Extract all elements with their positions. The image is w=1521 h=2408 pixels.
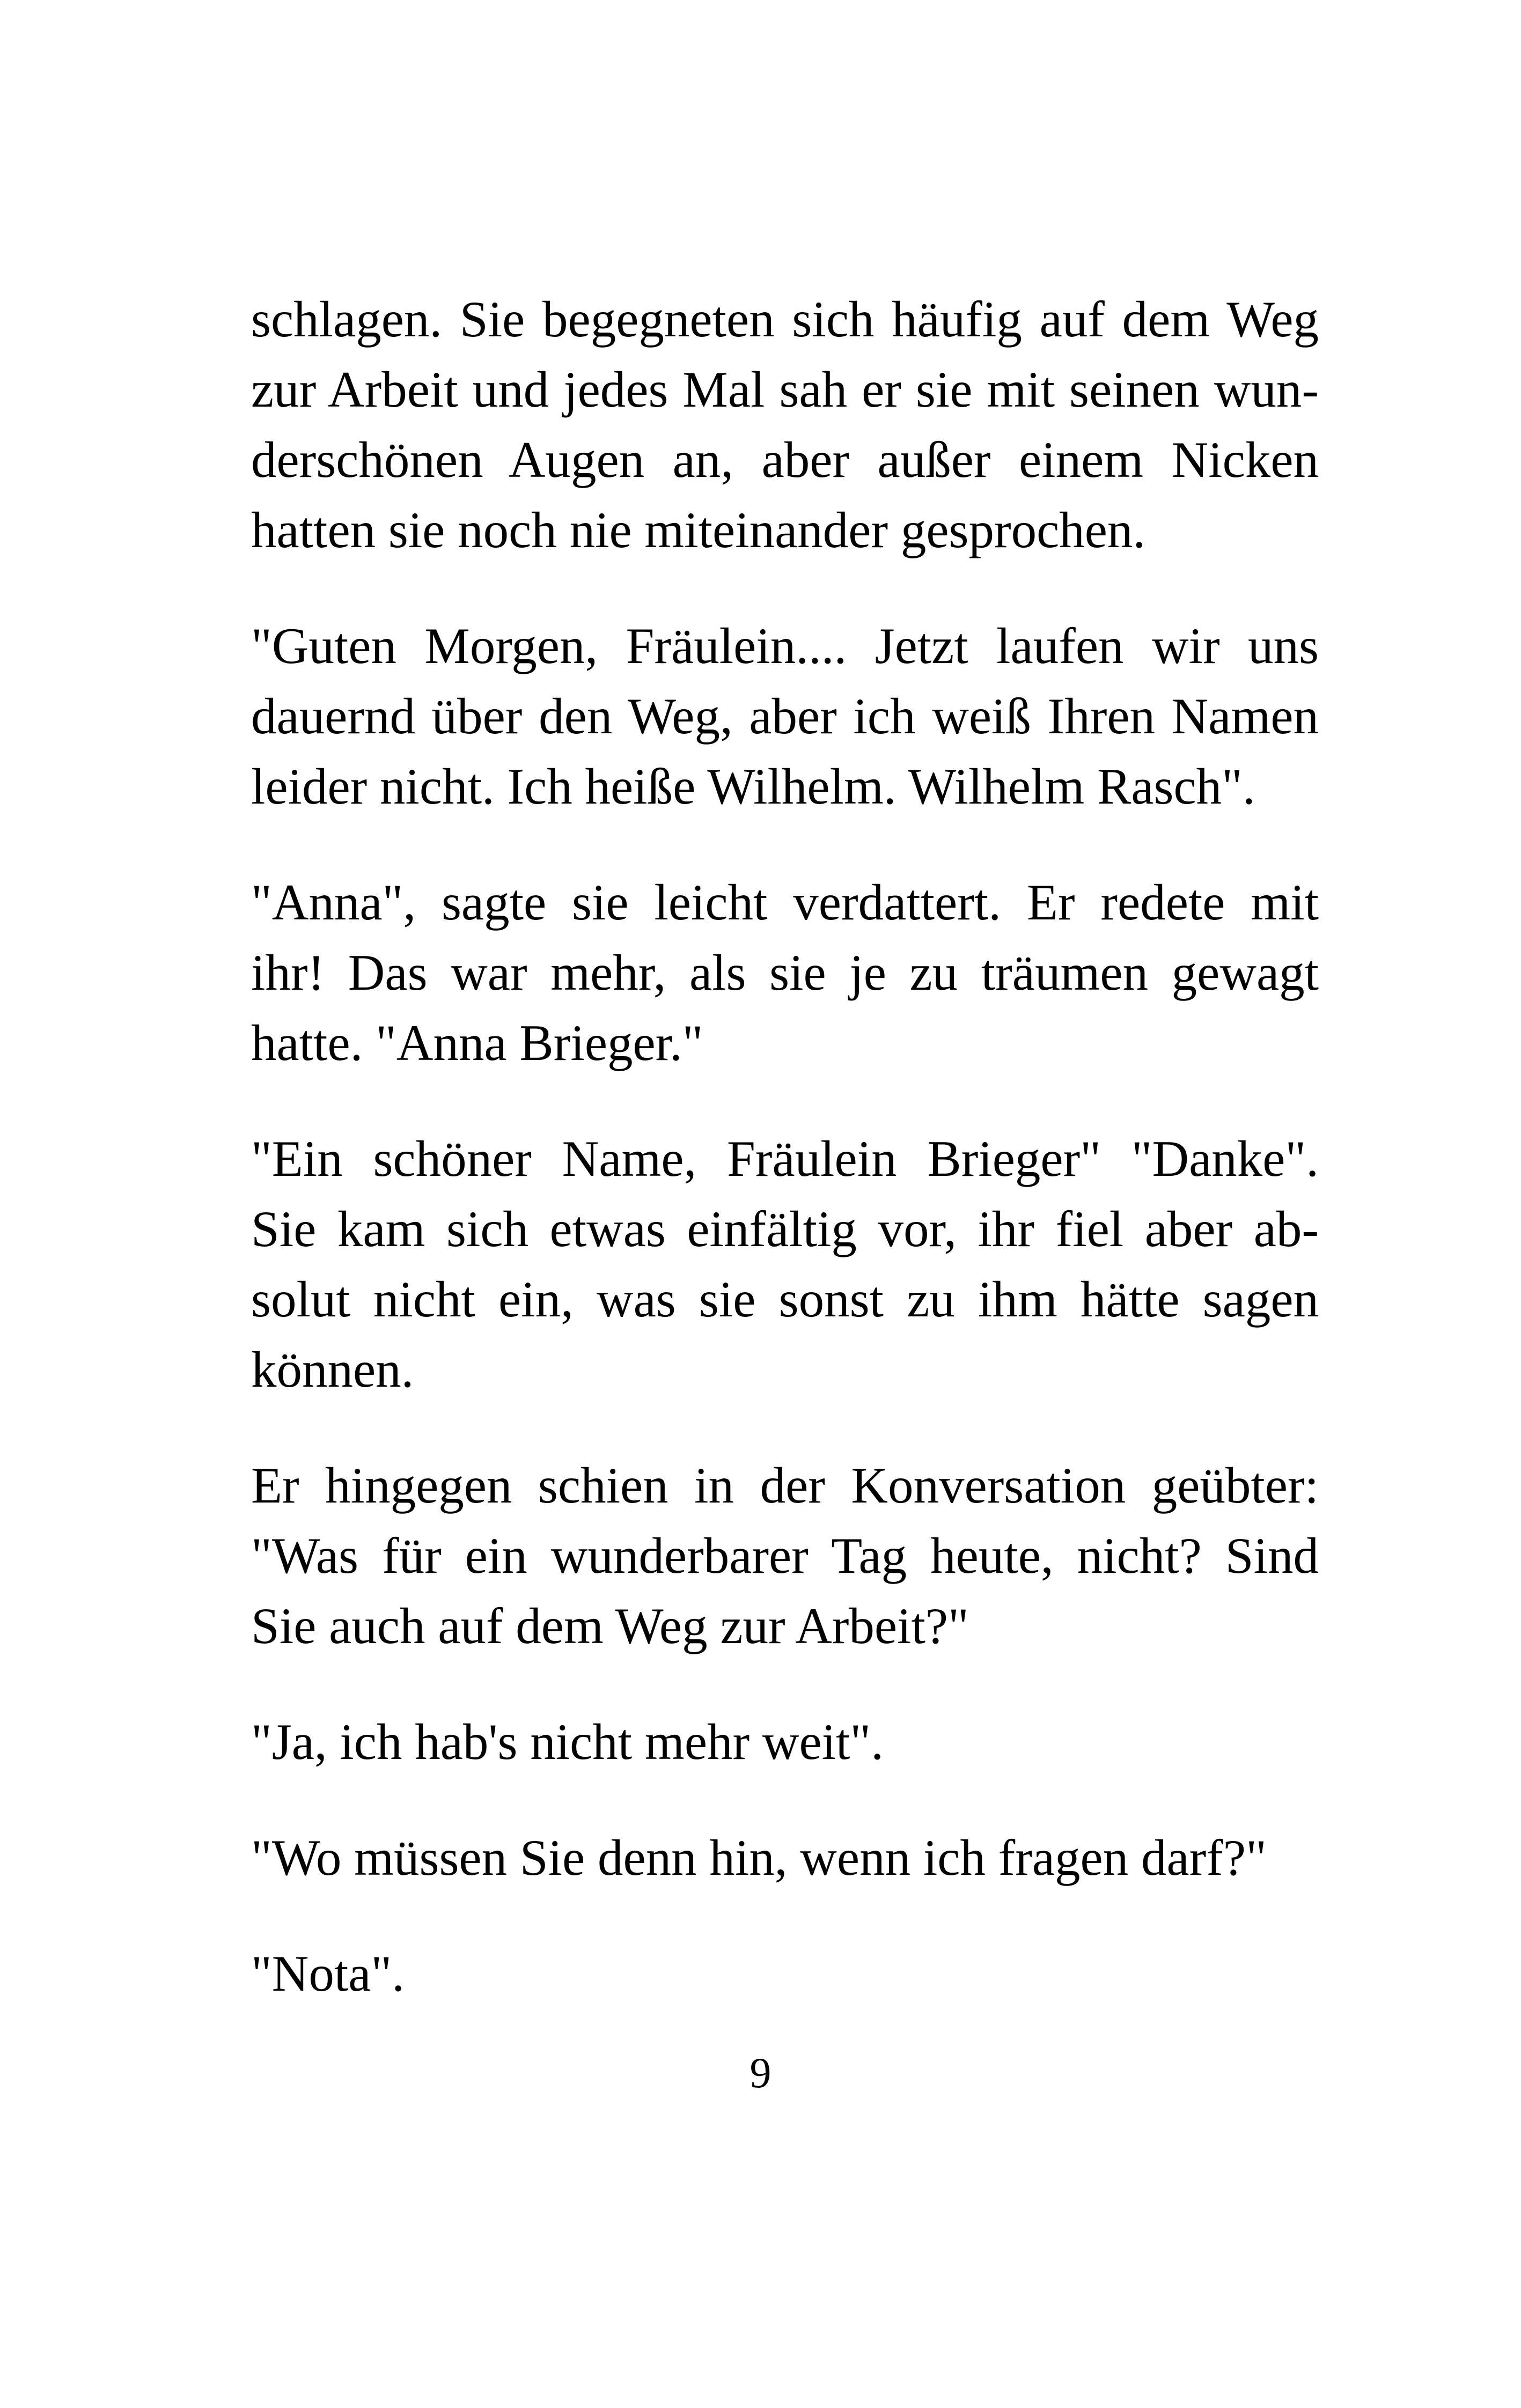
text-line: Sie kam sich etwas einfältig vor, ihr fiel aber ab- xyxy=(251,1201,1319,1257)
paragraph xyxy=(251,284,1319,565)
text-line: Er hingegen schien in der Konversation geübter: xyxy=(251,1457,1319,1514)
text-line: schlagen. Sie begegneten sich häufig auf dem Weg xyxy=(251,291,1319,348)
text-line: "Ein schöner Name, Fräulein Brieger" "Danke". xyxy=(251,1130,1319,1187)
text-line: derschönen Augen an, aber außer einem Nicken xyxy=(251,431,1319,488)
paragraph xyxy=(251,1707,1319,1777)
text-line: können. xyxy=(251,1341,414,1398)
paragraph xyxy=(251,1124,1319,1405)
text-line: ihr! Das war mehr, als sie je zu träumen gewagt xyxy=(251,944,1319,1001)
text-line: "Ja, ich hab's nicht mehr weit". xyxy=(251,1713,884,1770)
text-line: "Anna", sagte sie leicht verdattert. Er redete mit xyxy=(251,874,1319,931)
paragraph xyxy=(251,1450,1319,1661)
text-line: Sie auch auf dem Weg zur Arbeit?" xyxy=(251,1597,969,1654)
text-line: leider nicht. Ich heiße Wilhelm. Wilhelm Rasch". xyxy=(251,758,1255,815)
text-line: "Nota". xyxy=(251,1945,405,2002)
text-line: "Was für ein wunderbarer Tag heute, nicht? Sind xyxy=(251,1527,1319,1584)
text-line: hatten sie noch nie miteinander gesprochen. xyxy=(251,502,1146,558)
paragraph xyxy=(251,1939,1319,2009)
paragraph xyxy=(251,611,1319,822)
text-line: zur Arbeit und jedes Mal sah er sie mit seinen wun- xyxy=(251,361,1319,418)
paragraph xyxy=(251,1823,1319,1893)
page-number: 9 xyxy=(750,2050,771,2097)
text-line: solut nicht ein, was sie sonst zu ihm hätte sagen xyxy=(251,1271,1319,1328)
body-text xyxy=(251,284,1319,2054)
paragraph xyxy=(251,867,1319,1078)
text-line: hatte. "Anna Brieger." xyxy=(251,1014,703,1071)
text-line: "Wo müssen Sie denn hin, wenn ich fragen darf?" xyxy=(251,1829,1267,1886)
text-line: dauernd über den Weg, aber ich weiß Ihren Namen xyxy=(251,688,1319,745)
text-line: "Guten Morgen, Fräulein.... Jetzt laufen wir uns xyxy=(251,617,1319,674)
